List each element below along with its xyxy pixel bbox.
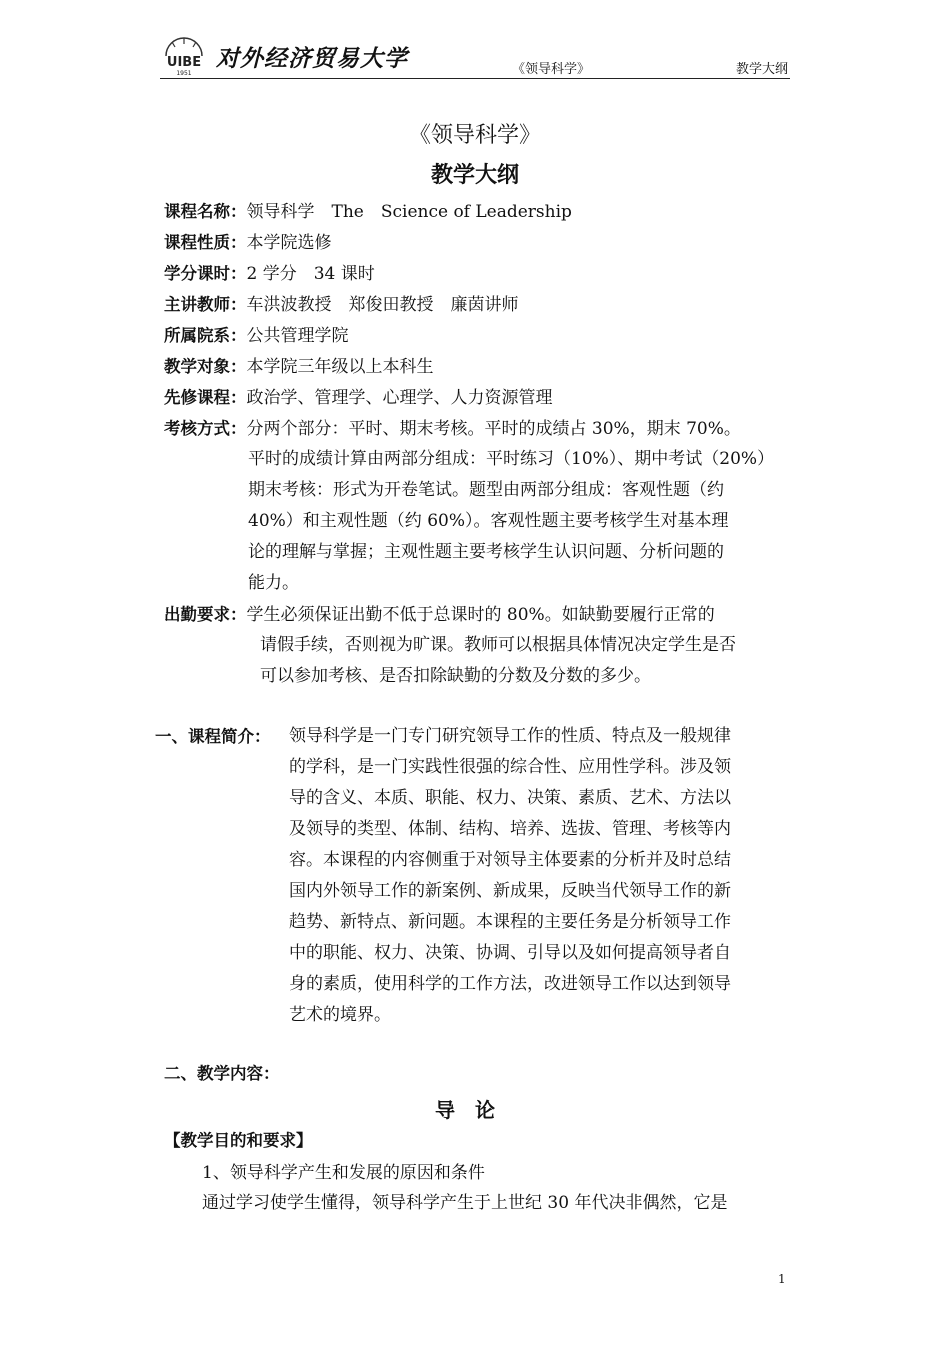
intro-line: 中的职能、权力、决策、协调、引导以及如何提高领导者自: [289, 943, 731, 963]
intro-line: 导的含义、本质、职能、权力、决策、素质、艺术、方法以: [289, 788, 731, 808]
teacher-row: [164, 289, 790, 321]
university-logo-icon: [162, 36, 206, 76]
university-name: 对外经济贸易大学: [216, 45, 408, 72]
course-name-row: [164, 196, 790, 228]
prerequisites-label: 先修课程：: [164, 388, 247, 407]
attendance-line: 可以参加考核、是否扣除缺勤的分数及分数的多少。: [260, 666, 651, 686]
target-students-value: 本学院三年级以上本科生: [246, 357, 434, 377]
header-doc-type: 教学大纲: [735, 62, 788, 77]
header-course-name: 《领导科学》: [512, 62, 591, 77]
assessment-details: [248, 444, 788, 599]
attendance-value: 学生必须保证出勤不低于总课时的 80%。如缺勤要履行正常的: [246, 605, 715, 625]
page-number: 1: [778, 1272, 786, 1286]
chapter-title: 导论: [435, 1098, 515, 1122]
assessment-row: [164, 413, 790, 445]
intro-line: 容。本课程的内容侧重于对领导主体要素的分析并及时总结: [289, 850, 731, 870]
intro-section-text: [289, 721, 787, 1031]
credit-hours-row: [164, 258, 790, 290]
department-value: 公共管理学院: [246, 326, 349, 346]
intro-line: 的学科，是一门实践性很强的综合性、应用性学科。涉及领: [289, 757, 731, 777]
target-students-label: 教学对象：: [164, 357, 247, 376]
attendance-details: [260, 630, 788, 692]
intro-section-label: 一、课程简介：: [155, 727, 271, 746]
department-row: [164, 320, 790, 352]
credit-hours-value: 2 学分 34 课时: [246, 264, 375, 284]
intro-line: 及领导的类型、体制、结构、培养、选拔、管理、考核等内: [289, 819, 731, 839]
objective-item: 1、领导科学产生和发展的原因和条件: [202, 1163, 485, 1183]
document-subtitle: 教学大纲: [430, 163, 519, 188]
intro-line: 领导科学是一门专门研究领导工作的性质、特点及一般规律: [289, 726, 731, 746]
assessment-line: 论的理解与掌握；主观性题主要考核学生认识问题、分析问题的: [248, 542, 724, 562]
intro-line: 身的素质，使用科学的工作方法，改进领导工作以达到领导: [289, 974, 731, 994]
credit-hours-label: 学分课时：: [164, 264, 247, 283]
intro-line: 趋势、新特点、新问题。本课程的主要任务是分析领导工作: [289, 912, 731, 932]
teacher-value: 车洪波教授 郑俊田教授 廉茵讲师: [246, 295, 519, 315]
course-nature-row: [164, 227, 790, 259]
assessment-line: 能力。: [248, 573, 299, 593]
document-title: 《领导科学》: [408, 123, 541, 148]
course-nature-label: 课程性质：: [164, 233, 247, 252]
attendance-label: 出勤要求：: [164, 605, 247, 624]
attendance-row: [164, 599, 790, 631]
department-label: 所属院系：: [164, 326, 247, 345]
teacher-label: 主讲教师：: [164, 295, 247, 314]
prerequisites-row: [164, 382, 790, 414]
assessment-line: 期末考核：形式为开卷笔试。题型由两部分组成：客观性题（约: [248, 480, 724, 500]
course-nature-value: 本学院选修: [246, 233, 332, 253]
assessment-label: 考核方式：: [164, 419, 247, 438]
prerequisites-value: 政治学、管理学、心理学、人力资源管理: [246, 388, 553, 408]
page-header: [160, 30, 790, 79]
svg-text:1951: 1951: [176, 70, 192, 76]
assessment-line: 40%）和主观性题（约 60%）。客观性题主要考核学生对基本理: [248, 511, 729, 531]
assessment-value: 分两个部分：平时、期末考核。平时的成绩占 30%，期末 70%。: [246, 419, 741, 439]
intro-line: 国内外领导工作的新案例、新成果，反映当代领导工作的新: [289, 881, 731, 901]
intro-line: 艺术的境界。: [289, 1005, 391, 1025]
target-students-row: [164, 351, 790, 383]
objective-body-text: 通过学习使学生懂得，领导科学产生于上世纪 30 年代决非偶然，它是: [202, 1193, 728, 1213]
course-name-label: 课程名称：: [164, 202, 247, 221]
assessment-line: 平时的成绩计算由两部分组成：平时练习（10%）、期中考试（20%）: [248, 449, 775, 469]
svg-text:UIBE: UIBE: [166, 55, 202, 70]
course-name-value: 领导科学 The Science of Leadership: [246, 202, 572, 222]
objectives-heading: 【教学目的和要求】: [164, 1131, 313, 1150]
content-section-label: 二、教学内容：: [164, 1064, 280, 1083]
attendance-line: 请假手续，否则视为旷课。教师可以根据具体情况决定学生是否: [260, 635, 736, 655]
